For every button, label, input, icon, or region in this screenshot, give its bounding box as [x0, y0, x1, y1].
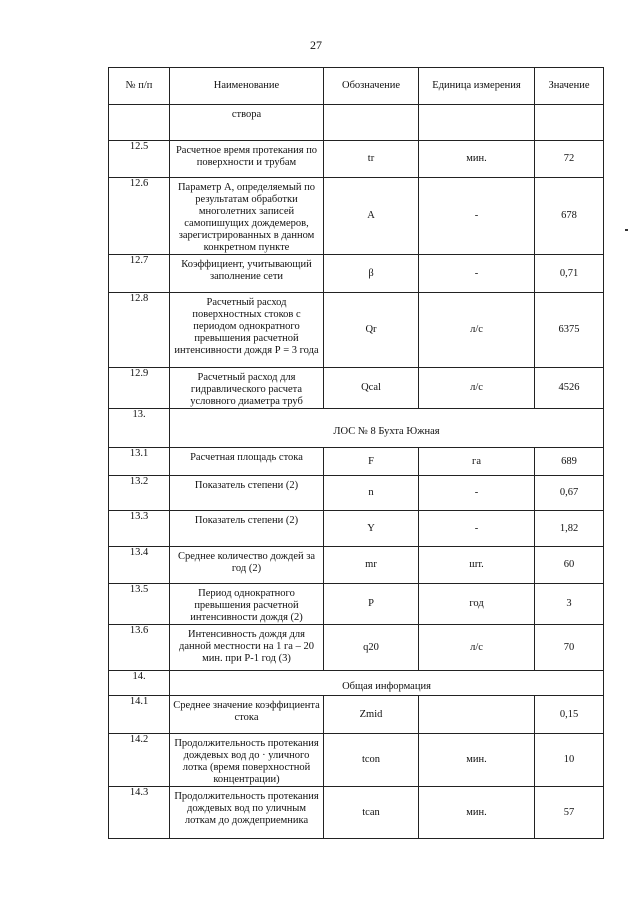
row-unit: л/с — [419, 293, 535, 368]
row-number: 12.5 — [109, 141, 170, 178]
row-name: Расчетное время протекания по поверхности и трубам — [170, 141, 324, 178]
row-name: Среднее количество дождей за год (2) — [170, 547, 324, 584]
row-symbol: P — [324, 584, 419, 625]
section-row — [109, 409, 604, 448]
row-name: Расчетный расход поверхностных стоков с периодом однократного превышения расчетной интенсивности дождя Р = 3 года — [170, 293, 324, 368]
row-unit — [419, 696, 535, 734]
row-symbol: q20 — [324, 625, 419, 671]
row-symbol: mr — [324, 547, 419, 584]
row-name: Продолжительность протекания дождевых вод до · уличного лотка (время поверхностной концентрации) — [170, 734, 324, 787]
row-unit: - — [419, 511, 535, 547]
section-title: ЛОС № 8 Бухта Южная — [170, 409, 604, 448]
header-name: Наименование — [170, 68, 324, 105]
row-number: 13.5 — [109, 584, 170, 625]
header-unit: Единица измерения — [419, 68, 535, 105]
row-number: 14.3 — [109, 787, 170, 839]
row-unit: - — [419, 178, 535, 255]
row-symbol: n — [324, 476, 419, 511]
table-row — [109, 547, 604, 584]
row-value: 72 — [535, 141, 604, 178]
parameters-table — [108, 67, 604, 839]
row-name: Коэффициент, учитывающий заполнение сети — [170, 255, 324, 293]
row-value: 57 — [535, 787, 604, 839]
row-symbol: Qr — [324, 293, 419, 368]
row-name: Среднее значение коэффициента стока — [170, 696, 324, 734]
row-unit — [419, 105, 535, 141]
row-value: 689 — [535, 448, 604, 476]
row-number: 13.1 — [109, 448, 170, 476]
row-name: Параметр А, определяемый по результатам обработки многолетних записей самопишущих дождемеров, зарегистрированных в данном конкретном пункте — [170, 178, 324, 255]
row-number — [109, 105, 170, 141]
row-unit: мин. — [419, 787, 535, 839]
row-unit: га — [419, 448, 535, 476]
row-value: 3 — [535, 584, 604, 625]
row-number: 13.3 — [109, 511, 170, 547]
row-symbol: tcan — [324, 787, 419, 839]
table-header-row — [109, 68, 604, 105]
row-value: 0,15 — [535, 696, 604, 734]
header-value: Значение — [535, 68, 604, 105]
section-row — [109, 671, 604, 696]
row-value: 60 — [535, 547, 604, 584]
row-unit: - — [419, 476, 535, 511]
row-symbol: A — [324, 178, 419, 255]
table-row — [109, 787, 604, 839]
row-name: Период однократного превышения расчетной интенсивности дождя (2) — [170, 584, 324, 625]
row-name: Показатель степени (2) — [170, 476, 324, 511]
table-row — [109, 625, 604, 671]
row-number: 13.2 — [109, 476, 170, 511]
row-value — [535, 105, 604, 141]
row-unit: шт. — [419, 547, 535, 584]
row-symbol: tcon — [324, 734, 419, 787]
row-number: 12.6 — [109, 178, 170, 255]
table-row — [109, 293, 604, 368]
table-row — [109, 255, 604, 293]
row-number: 12.7 — [109, 255, 170, 293]
row-number: 13.6 — [109, 625, 170, 671]
row-unit: мин. — [419, 141, 535, 178]
row-value: 0,67 — [535, 476, 604, 511]
row-name: Расчетная площадь стока — [170, 448, 324, 476]
row-name: Показатель степени (2) — [170, 511, 324, 547]
row-number: 12.8 — [109, 293, 170, 368]
row-number: 12.9 — [109, 368, 170, 409]
row-symbol: Y — [324, 511, 419, 547]
table-body — [109, 105, 604, 839]
row-name: створа — [170, 105, 324, 141]
table-row — [109, 696, 604, 734]
table-row — [109, 178, 604, 255]
header-num: № п/п — [109, 68, 170, 105]
row-value: 10 — [535, 734, 604, 787]
page-number: 27 — [310, 38, 322, 52]
row-symbol: β — [324, 255, 419, 293]
table-row — [109, 105, 604, 141]
row-unit: - — [419, 255, 535, 293]
row-name: Расчетный расход для гидравлического расчета условного диаметра труб — [170, 368, 324, 409]
row-unit: л/с — [419, 368, 535, 409]
table-row — [109, 368, 604, 409]
row-value: 4526 — [535, 368, 604, 409]
row-symbol: tr — [324, 141, 419, 178]
row-symbol: Qcal — [324, 368, 419, 409]
table-row — [109, 476, 604, 511]
row-symbol — [324, 105, 419, 141]
row-unit: л/с — [419, 625, 535, 671]
row-name: Продолжительность протекания дождевых вод по уличным лоткам до дождеприемника — [170, 787, 324, 839]
row-number: 13. — [109, 409, 170, 448]
row-value: 678 — [535, 178, 604, 255]
row-number: 13.4 — [109, 547, 170, 584]
scan-mark — [625, 229, 628, 231]
row-value: 6375 — [535, 293, 604, 368]
row-unit: год — [419, 584, 535, 625]
row-number: 14.2 — [109, 734, 170, 787]
row-symbol: Zmid — [324, 696, 419, 734]
table-row — [109, 511, 604, 547]
row-value: 1,82 — [535, 511, 604, 547]
table-row — [109, 141, 604, 178]
table-row — [109, 734, 604, 787]
header-symbol: Обозначение — [324, 68, 419, 105]
row-number: 14.1 — [109, 696, 170, 734]
row-symbol: F — [324, 448, 419, 476]
row-number: 14. — [109, 671, 170, 696]
section-title: Общая информация — [170, 671, 604, 696]
row-name: Интенсивность дождя для данной местности на 1 га – 20 мин. при Р-1 год (3) — [170, 625, 324, 671]
table-row — [109, 448, 604, 476]
table-row — [109, 584, 604, 625]
row-value: 0,71 — [535, 255, 604, 293]
row-unit: мин. — [419, 734, 535, 787]
row-value: 70 — [535, 625, 604, 671]
